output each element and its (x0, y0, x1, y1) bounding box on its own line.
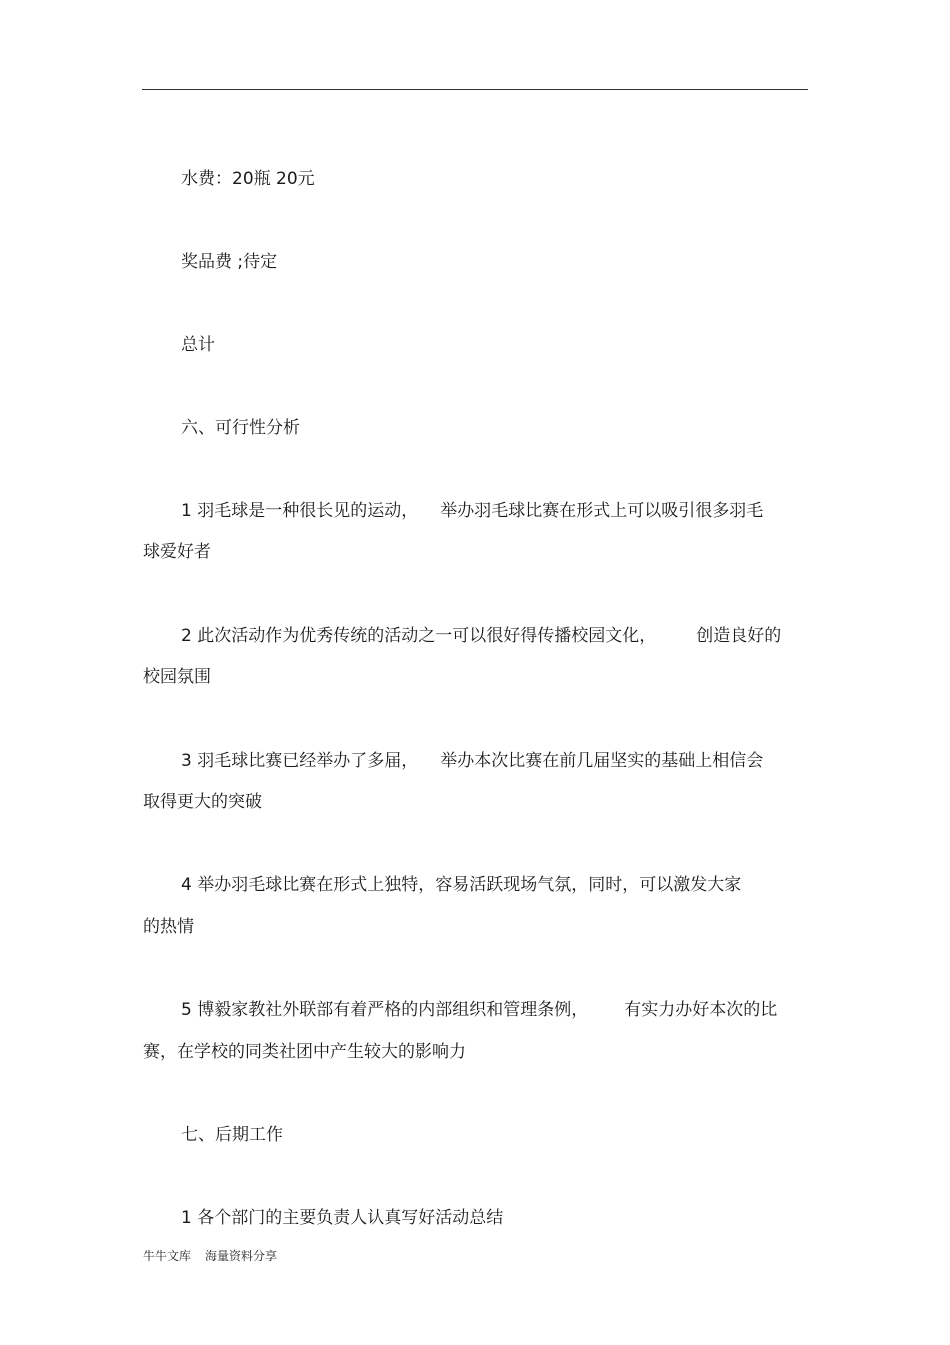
header-rule (142, 89, 808, 90)
item-2-text-a: 2 此次活动作为优秀传统的活动之一可以很好得传播校园文化， (181, 626, 657, 646)
total-line: 总计 (181, 335, 215, 355)
item-1-continuation: 球爱好者 (143, 542, 211, 562)
prize-fee-line: 奖品费 ;待定 (181, 252, 278, 272)
item-3-line (181, 750, 763, 772)
item-2-line (181, 625, 781, 647)
item-5-text-b: 有实力办好本次的比 (624, 1000, 778, 1020)
item-2-text-b: 创造良好的 (696, 626, 782, 646)
item-4-line: 4 举办羽毛球比赛在形式上独特，容易活跃现场气氛，同时，可以激发大家 (181, 875, 742, 895)
item-2-continuation: 校园氛围 (143, 667, 211, 687)
item-5-continuation: 赛，在学校的同类社团中产生较大的影响力 (143, 1042, 466, 1062)
footer-tagline: 海量资料分享 (205, 1249, 278, 1263)
item-3-continuation: 取得更大的突破 (143, 792, 262, 812)
item-1-line (181, 500, 763, 522)
section-7-title: 七、后期工作 (181, 1125, 283, 1145)
item-4-continuation: 的热情 (143, 917, 194, 937)
section-7-item-1: 1 各个部门的主要负责人认真写好活动总结 (181, 1208, 504, 1228)
section-6-title: 六、可行性分析 (181, 418, 300, 438)
item-3-text-b: 举办本次比赛在前几届坚实的基础上相信会 (440, 751, 764, 771)
item-1-text-b: 举办羽毛球比赛在形式上可以吸引很多羽毛 (440, 501, 764, 521)
item-3-text-a: 3 羽毛球比赛已经举办了多届， (181, 751, 419, 771)
footer-brand: 牛牛文库 (143, 1249, 192, 1263)
water-fee-line: 水费：20瓶 20元 (181, 169, 315, 189)
item-1-text-a: 1 羽毛球是一种很长见的运动， (181, 501, 419, 521)
item-5-line (181, 999, 777, 1021)
page-footer (143, 1248, 277, 1264)
item-5-text-a: 5 博毅家教社外联部有着严格的内部组织和管理条例， (181, 1000, 589, 1020)
